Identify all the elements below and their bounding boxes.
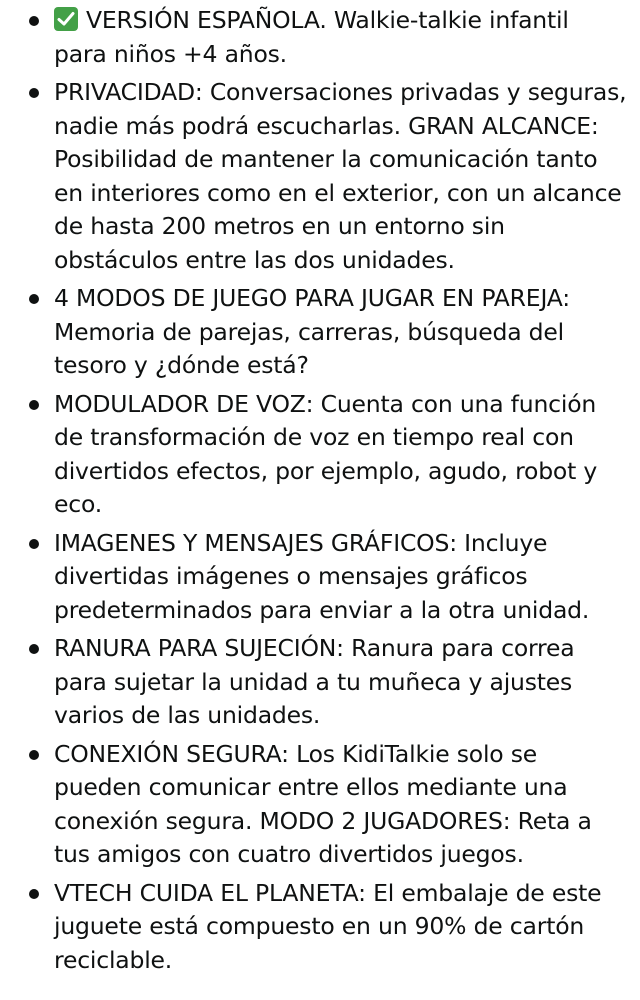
bullet-spanish-version [20,4,628,71]
bullet-privacy [20,76,628,277]
bullet-dot [29,644,39,654]
bullet-dot [29,16,39,26]
bullet-planet-care [20,877,628,978]
bullet-text: 4 MODOS DE JUEGO PARA JUGAR EN PAREJA: Memoria de parejas, carreras, búsqueda del tesoro y ¿dónde está? [54,284,570,379]
check-mark-icon [54,7,78,31]
bullet-dot [29,400,39,410]
bullet-text: MODULADOR DE VOZ: Cuenta con una función de transformación de voz en tiempo real con divertidos efectos, por ejemplo, agudo, robot y eco. [54,389,598,518]
bullet-text: VERSIÓN ESPAÑOLA. Walkie-talkie infantil para niños +4 años. [54,6,569,68]
bullet-dot [29,750,39,760]
bullet-text: IMAGENES Y MENSAJES GRÁFICOS: Incluye divertidas imágenes o mensajes gráficos predeterminados para enviar a la otra unidad. [54,528,590,624]
bullet-text: PRIVACIDAD: Conversaciones privadas y seguras, nadie más podrá escucharlas. GRAN ALCANCE: Posibilidad de mantener la comunicación tanto en interiores como en el exterior, con un alcance de hasta 200 metros en un entorno sin obstáculos entre las dos unidades. [54,78,627,274]
bullet-text: VTECH CUIDA EL PLANETA: El embalaje de este juguete está compuesto en un 90% de cartón reciclable. [54,878,602,974]
bullet-strap-slot [20,632,628,733]
bullet-dot [29,294,39,304]
bullet-text: RANURA PARA SUJECIÓN: Ranura para correa para sujetar la unidad a tu muñeca y ajustes varios de las unidades. [54,634,575,729]
bullet-dot [29,88,39,98]
bullet-images-messages [20,527,628,628]
bullet-dot [29,889,39,899]
bullet-secure-connection [20,738,628,872]
bullet-dot [29,539,39,549]
bullet-voice-modulator [20,388,628,522]
bullet-game-modes [20,282,628,383]
bullet-text: CONEXIÓN SEGURA: Los KidiTalkie solo se pueden comunicar entre ellos mediante una conexión segura. MODO 2 JUGADORES: Reta a tus amigos con cuatro divertidos juegos. [54,739,592,868]
